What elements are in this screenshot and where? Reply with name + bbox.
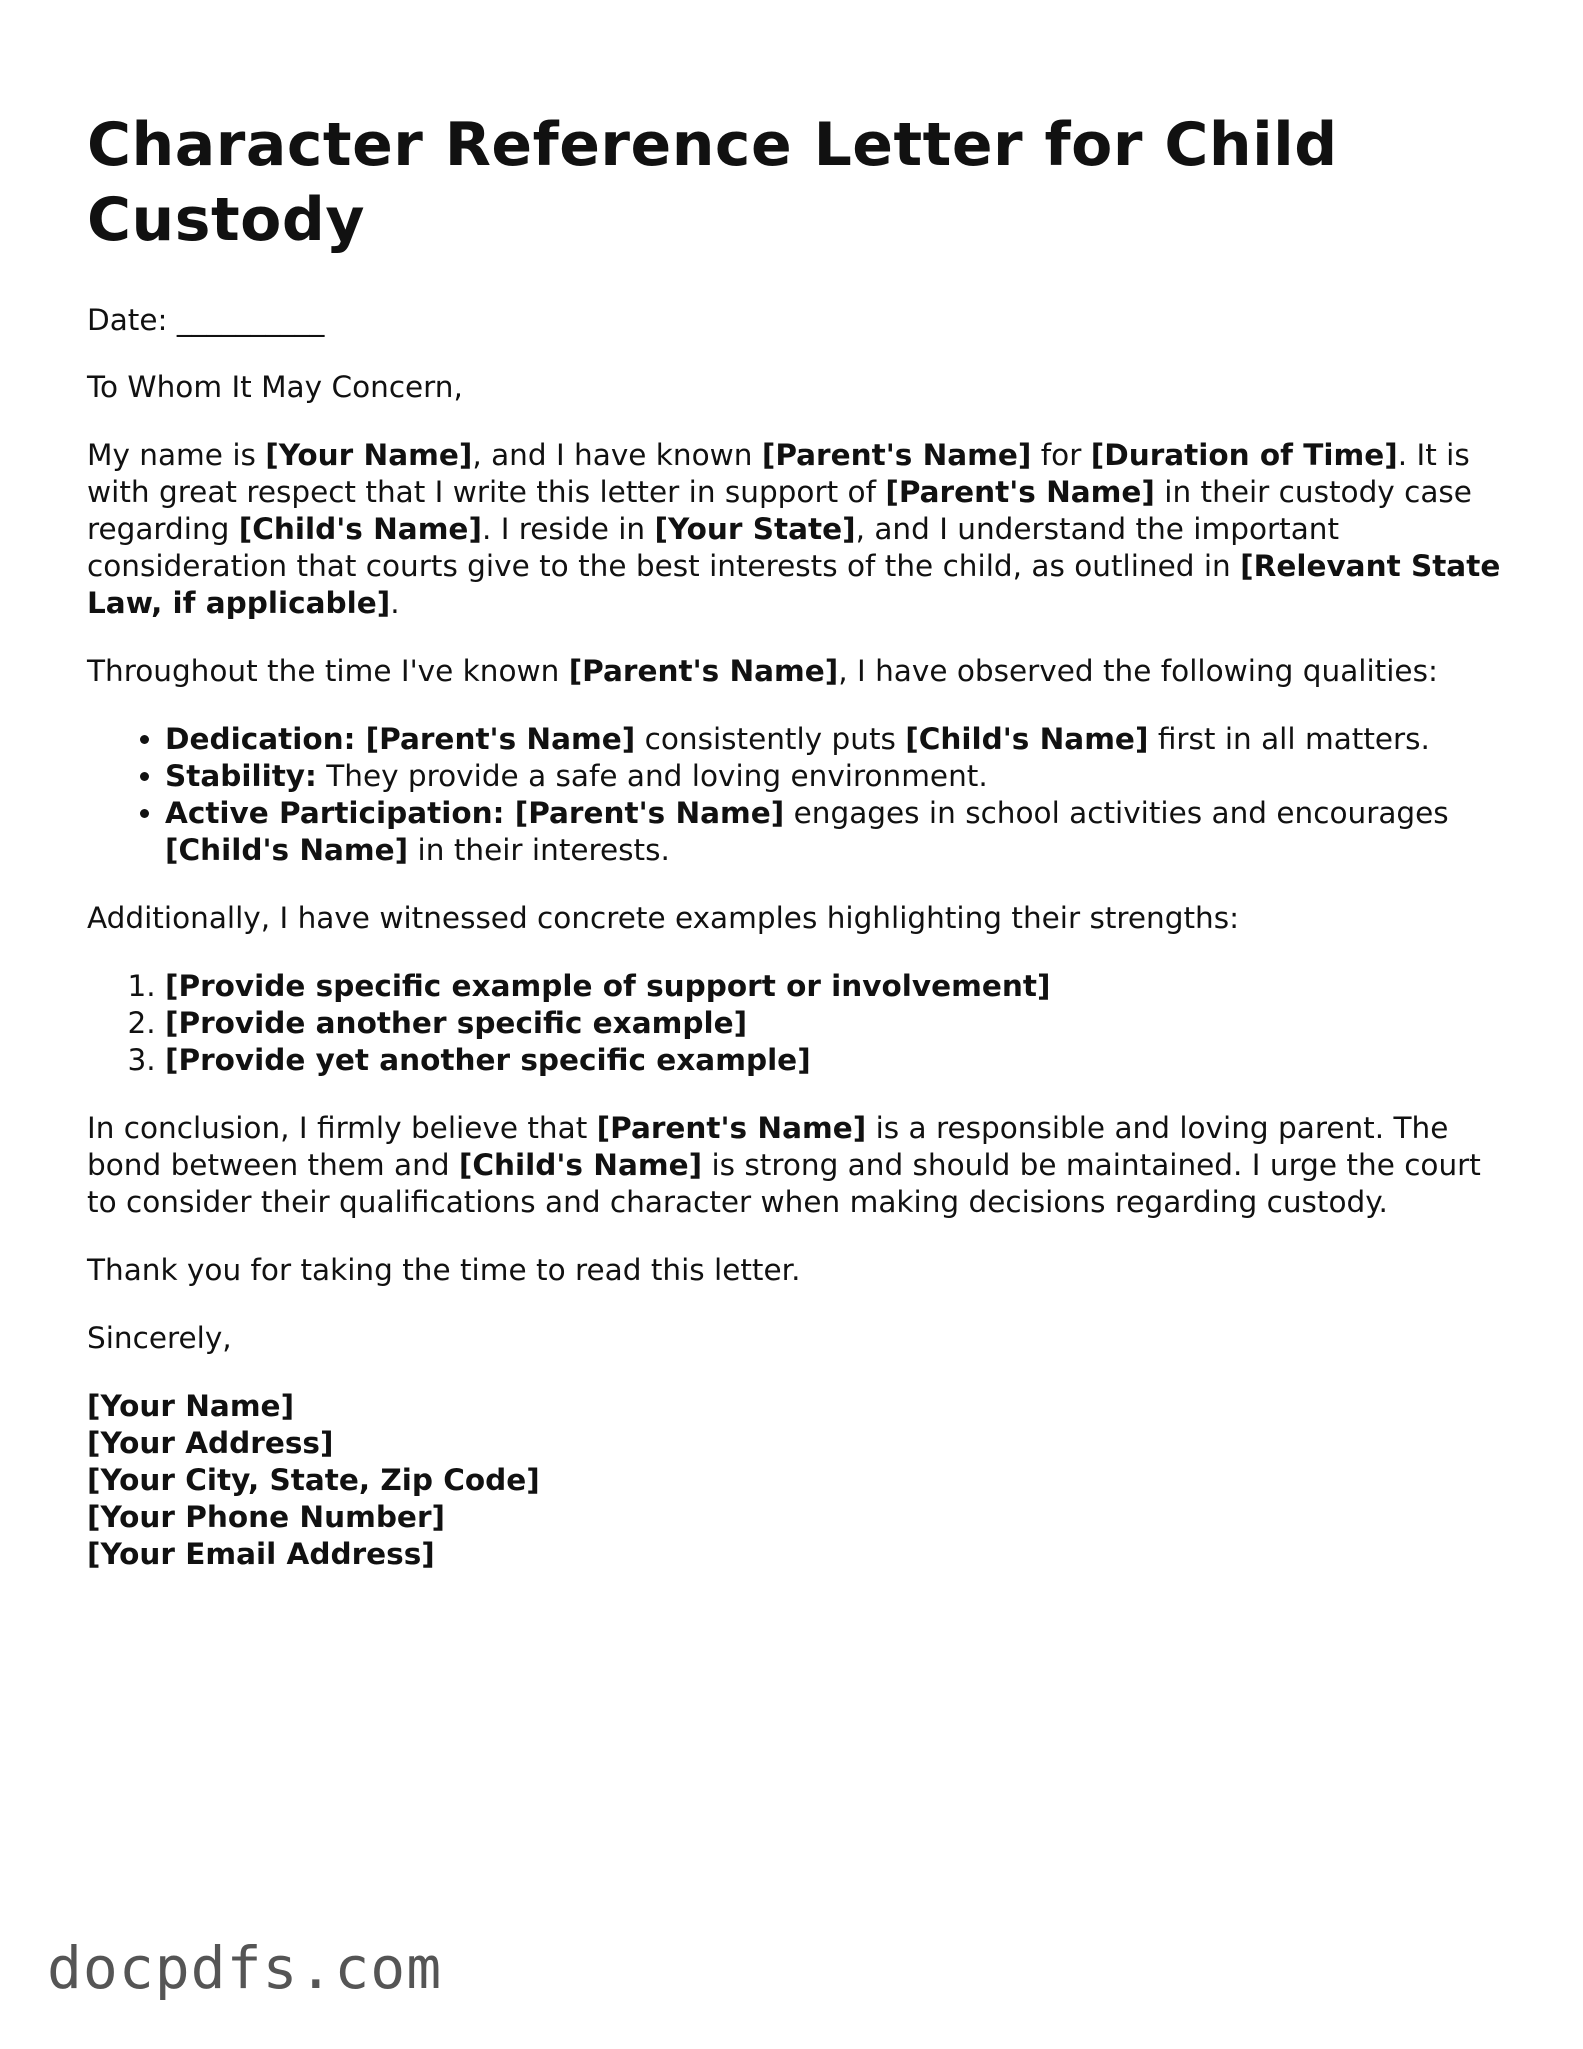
placeholder-your-name: [Your Name] [265,438,473,472]
signature-email: [Your Email Address] [87,1537,435,1571]
thank-you-paragraph: Thank you for taking the time to read this letter. [87,1253,801,1287]
example-placeholder: [Provide specific example of support or involvement] [165,969,1051,1003]
placeholder-child-name: [Child's Name] [165,833,409,867]
placeholder-parent-name: [Parent's Name] [761,438,1032,472]
signature-address: [Your Address] [87,1426,334,1460]
salutation: To Whom It May Concern, [87,370,463,404]
qualities-list [87,721,1507,869]
text: for [1031,438,1091,472]
placeholder-parent-name: [Parent's Name] [596,1111,867,1145]
list-item [165,1005,1507,1042]
text: , and I have known [472,438,762,472]
placeholder-parent-name: [Parent's Name] [885,475,1155,509]
placeholder-child-name: [Child's Name] [905,722,1149,756]
intro-paragraph [87,437,1507,622]
placeholder-duration: [Duration of Time] [1090,438,1398,472]
signature-phone: [Your Phone Number] [87,1500,445,1534]
placeholder-child-name: [Child's Name] [458,1148,703,1182]
text: , and I understand the important consideration that courts give to the best interests of the child, as outlined in [87,512,1340,583]
text: Throughout the time I've known [87,654,569,688]
signature-name: [Your Name] [87,1389,295,1423]
list-item [165,968,1507,1005]
list-item-heading: Dedication: [Parent's Name] [165,722,636,756]
example-placeholder: [Provide another specific example] [165,1006,748,1040]
list-item-dedication [165,721,1507,758]
text: first in all matters. [1148,722,1430,756]
text: in their custody case regarding [87,475,1472,546]
text: . It is with great respect that I write this letter in support of [87,438,1470,509]
text: In conclusion, I firmly believe that [87,1111,597,1145]
date-line: Date: __________ [87,303,325,337]
text: is strong and should be maintained. I urge the court to consider their qualifications and character when making decisions regarding custody. [87,1148,1481,1219]
page-title: Character Reference Letter for Child Custody [87,110,1338,255]
signature-block [87,1388,1507,1573]
placeholder-state-law: [Relevant State Law, if applicable] [87,549,1501,620]
example-placeholder: [Provide yet another specific example] [165,1043,811,1077]
conclusion-paragraph [87,1110,1507,1221]
text: engages in school activities and encourages [784,796,1449,830]
text: in their interests. [408,833,670,867]
text: , I have observed the following qualities: [838,654,1438,688]
placeholder-parent-name: [Parent's Name] [568,654,839,688]
qualities-intro-paragraph [87,653,1507,690]
placeholder-child-name: [Child's Name] [238,512,482,546]
text: consistently puts [635,722,906,756]
examples-intro-paragraph: Additionally, I have witnessed concrete examples highlighting their strengths: [87,901,1240,935]
signature-city-state-zip: [Your City, State, Zip Code] [87,1463,540,1497]
watermark: docpdfs.com [47,1934,443,2002]
text: is a responsible and loving parent. The bond between them and [87,1111,1449,1182]
list-item-stability [165,758,1507,795]
list-item [165,1042,1507,1079]
text: . [390,586,400,620]
list-item-heading: Active Participation: [Parent's Name] [165,796,785,830]
list-item-heading: Stability: [165,759,317,793]
text: They provide a safe and loving environment. [316,759,988,793]
placeholder-your-state: [Your State] [654,512,856,546]
letter-page [87,108,1507,1573]
signoff: Sincerely, [87,1321,232,1355]
text: . I reside in [481,512,655,546]
text: My name is [87,438,266,472]
list-item-active-participation [165,795,1507,869]
examples-list [87,968,1507,1079]
